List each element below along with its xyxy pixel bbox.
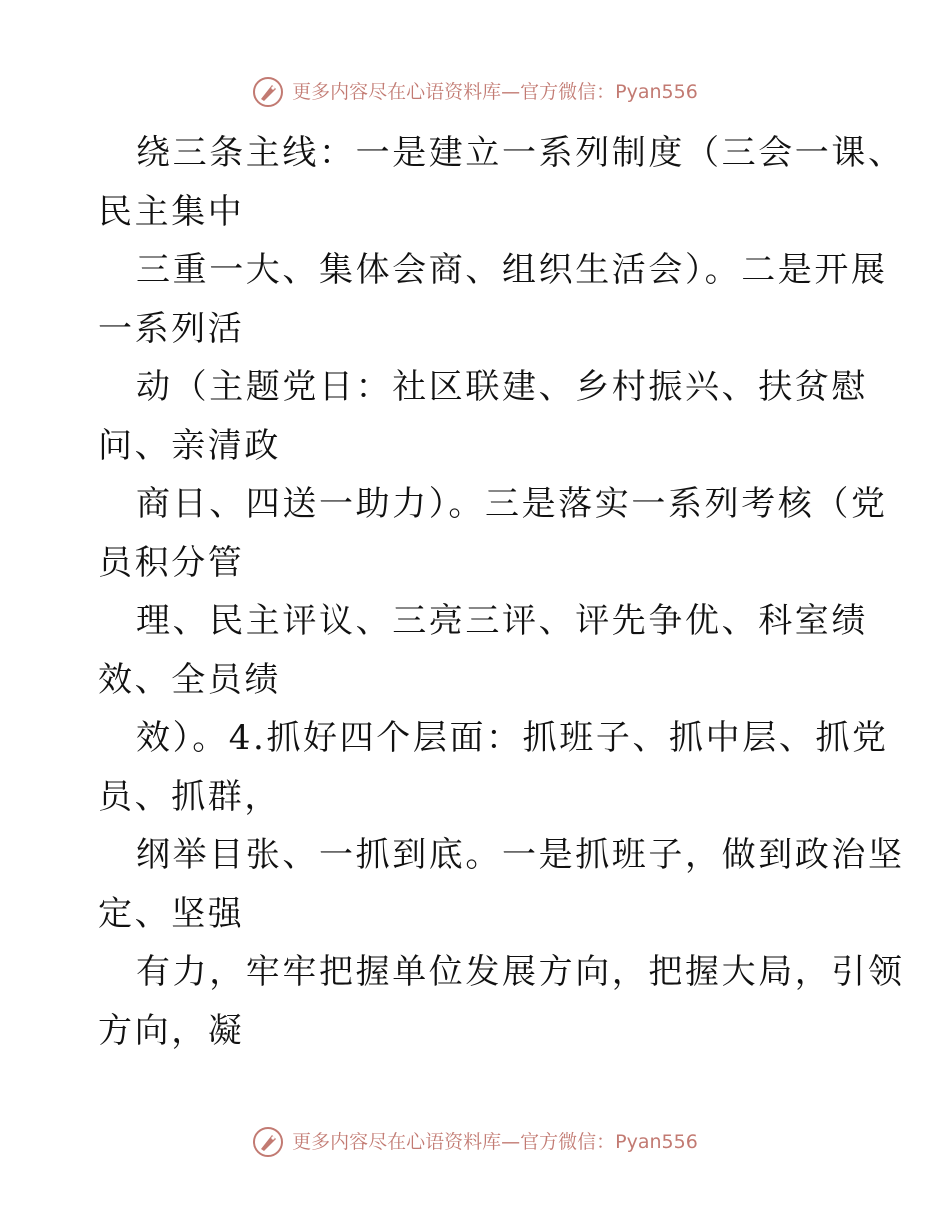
document-body bbox=[98, 124, 905, 1060]
text-line: 问、亲清政 bbox=[98, 425, 281, 466]
header-watermark bbox=[0, 76, 950, 108]
text-line: 有力，牢牢把握单位发展方向，把握大局，引领 bbox=[136, 952, 905, 992]
footer-watermark bbox=[0, 1126, 950, 1158]
pen-nib-logo-icon bbox=[252, 1126, 284, 1158]
text-line: 纲举目张、一抓到底。一是抓班子，做到政治坚 bbox=[136, 835, 905, 875]
watermark-text: 更多内容尽在心语资料库—官方微信：Pyan556 bbox=[292, 81, 698, 103]
text-line: 商日、四送一助力）。三是落实一系列考核（党 bbox=[136, 484, 888, 524]
text-line: 动（主题党日：社区联建、乡村振兴、扶贫慰 bbox=[136, 367, 868, 407]
text-line: 员、抓群， bbox=[98, 776, 281, 817]
text-line: 定、坚强 bbox=[98, 893, 245, 934]
text-line: 绕三条主线：一是建立一系列制度（三会一课、 bbox=[136, 133, 905, 173]
text-line: 员积分管 bbox=[98, 542, 245, 583]
text-line: 方向，凝 bbox=[98, 1010, 245, 1051]
text-line: 三重一大、集体会商、组织生活会）。二是开展 bbox=[136, 250, 888, 290]
text-line: 效、全员绩 bbox=[98, 659, 281, 700]
text-line: 民主集中 bbox=[98, 191, 245, 232]
text-line: 效）。4.抓好四个层面：抓班子、抓中层、抓党 bbox=[136, 718, 889, 758]
text-line: 一系列活 bbox=[98, 308, 245, 349]
pen-nib-logo-icon bbox=[252, 76, 284, 108]
watermark-text: 更多内容尽在心语资料库—官方微信：Pyan556 bbox=[292, 1131, 698, 1153]
text-line: 理、民主评议、三亮三评、评先争优、科室绩 bbox=[136, 601, 868, 641]
